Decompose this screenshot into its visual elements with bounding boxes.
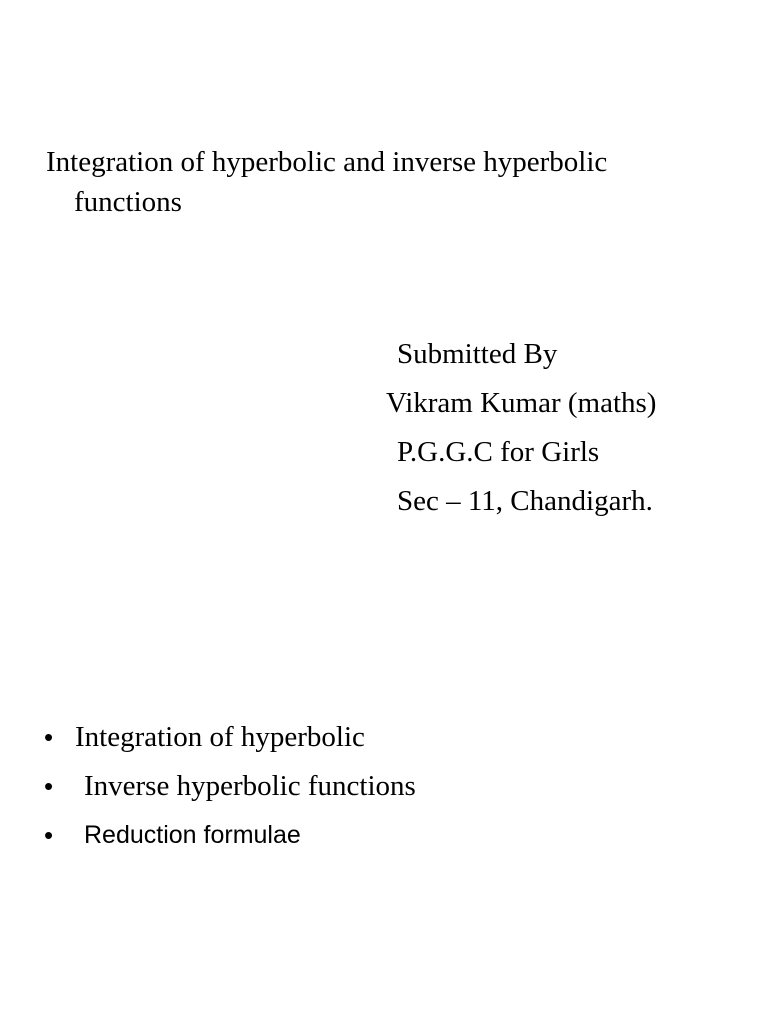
list-item: [44, 765, 744, 814]
submitted-by-block: [386, 330, 756, 526]
list-item: [44, 716, 744, 765]
bullet-icon: •: [44, 820, 54, 850]
bullet-icon: •: [44, 722, 54, 752]
list-item-label: Inverse hyperbolic functions: [84, 770, 416, 802]
title-line-1: Integration of hyperbolic and inverse hyperbolic: [46, 146, 608, 178]
list-item-label: Reduction formulae: [84, 821, 301, 849]
list-item-label: Integration of hyperbolic: [75, 721, 365, 753]
bullet-icon: •: [44, 771, 54, 801]
list-item: [44, 814, 744, 863]
author-name: Vikram Kumar (maths): [386, 387, 657, 419]
title-line-2: functions: [74, 186, 182, 218]
submitted-by-heading: Submitted By: [397, 338, 558, 370]
document-title: [46, 142, 746, 222]
college-address: Sec – 11, Chandigarh.: [397, 485, 653, 517]
topic-list: [44, 716, 744, 863]
college-name: P.G.G.C for Girls: [397, 436, 600, 468]
